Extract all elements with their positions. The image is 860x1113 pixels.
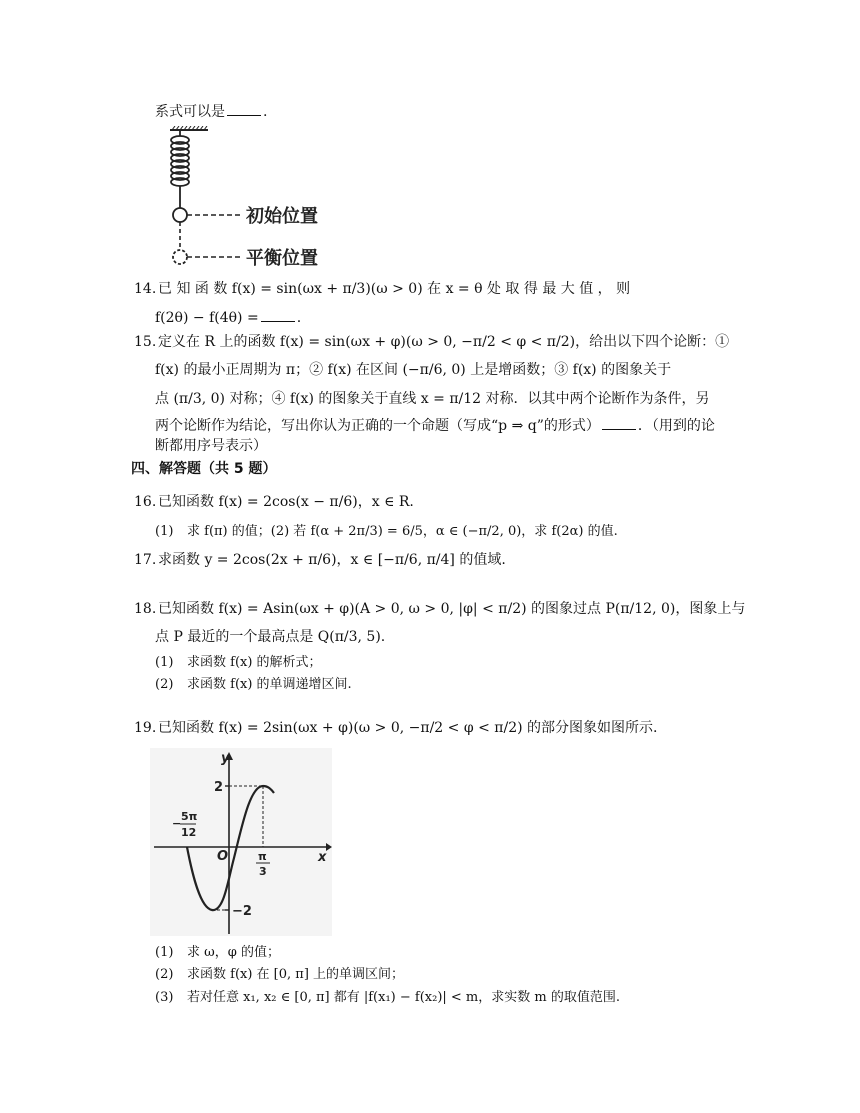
q17-line1 — [134, 550, 506, 570]
q16-sub1-text: 求 f(π) 的值；(2) 若 f(α + 2π/3) = 6/5，α ∈ (−π/2, 0)，求 f(2α) 的值. — [187, 524, 618, 539]
q14-text: 已 知 函 数 f(x) = sin(ωx + π/3)(ω > 0) 在 x = θ 处 取 得 最 大 值 ， 则 — [158, 281, 631, 297]
q15-line2 — [155, 360, 671, 380]
x-left-dash: − — [172, 817, 182, 830]
q16-sub1-number: (1) — [155, 524, 174, 539]
q15-text-3: 点 (π/3, 0) 对称；④ f(x) 的图象关于直线 x = π/12 对称．以其中两个论断作为条件，另 — [155, 391, 710, 407]
sine-graph — [150, 748, 332, 936]
spring-coil — [171, 130, 189, 208]
q13-tail — [155, 101, 267, 122]
q18-text-2: 点 P 最近的一个最高点是 Q(π/3, 5). — [155, 629, 386, 645]
q15-text-4b: ．（用到的论 — [637, 418, 715, 434]
origin-label: O — [217, 849, 229, 864]
x-right-label — [256, 850, 270, 878]
q18-sub2-text: 求函数 f(x) 的单调递增区间. — [187, 677, 352, 692]
q19-sub1 — [155, 943, 280, 963]
q18-sub2 — [155, 675, 352, 695]
q17-number: 17. — [134, 552, 157, 568]
ceiling-hatch — [170, 126, 208, 130]
q18-line2 — [155, 627, 385, 647]
q15-text-1: 定义在 R 上的函数 f(x) = sin(ωx + φ)(ω > 0, −π/2 < φ < π/2)，给出以下四个论断：① — [158, 334, 730, 350]
answer-blank — [261, 307, 295, 322]
q16-text: 已知函数 f(x) = 2cos(x − π/6)，x ∈ R. — [158, 494, 414, 510]
q15-text-4a: 两个论断作为结论，写出你认为正确的一个命题（写成“p ⇒ q”的形式） — [155, 418, 600, 434]
q15-line1 — [134, 332, 729, 352]
q18-line1 — [134, 599, 745, 619]
x-right-num: π — [258, 850, 267, 863]
x-axis-label: x — [318, 850, 327, 865]
q14-expression: f(2θ) − f(4θ) = — [155, 310, 259, 326]
ball-initial — [173, 208, 187, 222]
x-left-num: 5π — [181, 810, 198, 823]
q19-sub1-text: 求 ω，φ 的值； — [187, 945, 280, 960]
q16-sub1 — [155, 522, 618, 542]
label-balance: 平衡位置 — [246, 248, 318, 269]
ball-balance — [173, 250, 187, 264]
y-min-label: −2 — [232, 904, 252, 919]
x-left-den: 12 — [181, 826, 197, 839]
q13-tail-text: 系式可以是 — [155, 104, 225, 120]
q15-line3 — [155, 389, 710, 409]
q19-sub3-text: 若对任意 x₁, x₂ ∈ [0, π] 都有 |f(x₁) − f(x₂)| < m，求实数 m 的取值范围. — [187, 990, 620, 1005]
q19-sub3 — [155, 988, 620, 1008]
spring-figure — [160, 126, 340, 270]
q17-text: 求函数 y = 2cos(2x + π/6)，x ∈ [−π/6, π/4] 的值域. — [158, 552, 506, 568]
q19-sub2-number: (2) — [155, 967, 174, 982]
answer-blank — [227, 101, 261, 116]
y-axis-label: y — [221, 751, 230, 766]
q19-sub1-number: (1) — [155, 945, 174, 960]
q16-line1 — [134, 492, 414, 512]
q18-sub1-number: (1) — [155, 655, 174, 670]
q15-line5 — [155, 436, 267, 456]
q18-sub1-text: 求函数 f(x) 的解析式； — [187, 655, 322, 670]
section-heading: 四、解答题（共 5 题） — [131, 461, 277, 477]
q18-number: 18. — [134, 601, 157, 617]
q19-text: 已知函数 f(x) = 2sin(ωx + φ)(ω > 0, −π/2 < φ < π/2) 的部分图象如图所示. — [158, 720, 658, 736]
q14-end: . — [296, 310, 302, 326]
x-right-den: 3 — [259, 865, 267, 878]
x-left-label — [172, 810, 198, 839]
q15-line4 — [155, 415, 715, 436]
q14-number: 14. — [134, 281, 157, 297]
label-initial: 初始位置 — [246, 206, 318, 227]
q19-line1 — [134, 718, 657, 738]
q15-text-5: 断都用序号表示） — [155, 438, 267, 454]
q16-number: 16. — [134, 494, 157, 510]
q15-number: 15. — [134, 334, 157, 350]
y-max-label: 2 — [214, 780, 224, 795]
q19-number: 19. — [134, 720, 157, 736]
q19-sub2-text: 求函数 f(x) 在 [0, π] 上的单调区间； — [187, 967, 405, 982]
q15-text-2: f(x) 的最小正周期为 π；② f(x) 在区间 (−π/6, 0) 上是增函数；③ f(x) 的图象关于 — [155, 362, 672, 378]
q13-end: . — [263, 104, 268, 120]
q14-line1 — [134, 279, 630, 299]
q18-sub2-number: (2) — [155, 677, 174, 692]
q18-text-1: 已知函数 f(x) = Asin(ωx + φ)(A > 0, ω > 0, |φ| < π/2) 的图象过点 P(π/12, 0)，图象上与 — [158, 601, 746, 617]
q18-sub1 — [155, 653, 322, 673]
q14-line2 — [155, 307, 301, 328]
sine-curve — [187, 786, 274, 910]
q19-sub2 — [155, 965, 404, 985]
answer-blank — [602, 415, 636, 430]
q19-sub3-number: (3) — [155, 990, 174, 1005]
x-axis-arrow — [326, 843, 332, 851]
